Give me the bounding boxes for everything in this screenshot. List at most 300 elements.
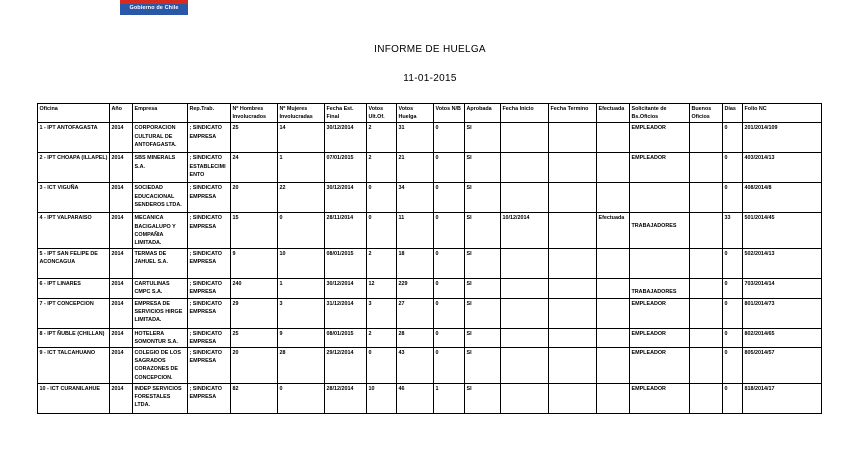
cell-efectuada bbox=[597, 279, 630, 298]
cell-text-folio-nc: 818/2014/17 bbox=[744, 385, 775, 392]
table-row bbox=[38, 249, 822, 279]
cell-text-anio: 2014 bbox=[111, 185, 124, 192]
cell-rep-trab bbox=[188, 153, 231, 183]
cell-text-dias: 0 bbox=[724, 251, 728, 258]
cell-fecha-inicio bbox=[501, 249, 549, 279]
cell-fecha-termino bbox=[549, 298, 597, 328]
cell-text-anio: 2014 bbox=[111, 300, 124, 307]
cell-text-oficina: 7 - IPT CONCEPCION bbox=[39, 300, 94, 307]
cell-efectuada bbox=[597, 153, 630, 183]
cell-text-votos-ult-of: 2 bbox=[368, 125, 372, 132]
cell-votos-huelga bbox=[397, 153, 434, 183]
cell-text-hombres: 24 bbox=[232, 155, 239, 162]
cell-folio-nc bbox=[743, 249, 822, 279]
report-title: INFORME DE HUELGA bbox=[374, 44, 486, 55]
cell-efectuada bbox=[597, 249, 630, 279]
cell-aprobada bbox=[465, 348, 501, 384]
cell-votos-nb bbox=[434, 183, 465, 213]
cell-text-folio-nc: 403/2014/13 bbox=[744, 155, 775, 162]
cell-text-dias: 0 bbox=[724, 330, 728, 337]
cell-text-rep-trab: ; SINDICATO EMPRESA bbox=[189, 281, 222, 296]
cell-aprobada bbox=[465, 328, 501, 347]
cell-text-empresa: SOCIEDAD EDUCACIONAL SENDEROS LTDA. bbox=[134, 185, 182, 208]
cell-hombres bbox=[231, 213, 278, 249]
cell-text-fecha-est-final: 30/12/2014 bbox=[326, 185, 354, 192]
cell-buenos-oficios bbox=[690, 213, 723, 249]
cell-mujeres bbox=[278, 153, 325, 183]
column-header-votos-nb: Votos N/B bbox=[434, 104, 465, 123]
cell-text-folio-nc: 703/2014/14 bbox=[744, 281, 775, 288]
cell-text-hombres: 20 bbox=[232, 350, 239, 357]
cell-aprobada bbox=[465, 153, 501, 183]
cell-fecha-termino bbox=[549, 183, 597, 213]
cell-text-rep-trab: ; SINDICATO EMPRESA bbox=[189, 300, 222, 315]
cell-text-oficina: 1 - IPT ANTOFAGASTA bbox=[39, 125, 98, 132]
cell-text-solicitante: EMPLEADOR bbox=[631, 330, 666, 337]
cell-text-hombres: 82 bbox=[232, 385, 239, 392]
cell-votos-nb bbox=[434, 123, 465, 153]
cell-text-folio-nc: 501/2014/45 bbox=[744, 215, 775, 222]
table-row bbox=[38, 328, 822, 347]
cell-anio bbox=[110, 213, 133, 249]
cell-oficina bbox=[38, 298, 110, 328]
cell-fecha-termino bbox=[549, 213, 597, 249]
cell-anio bbox=[110, 183, 133, 213]
cell-mujeres bbox=[278, 279, 325, 298]
cell-text-folio-nc: 502/2014/13 bbox=[744, 251, 775, 258]
logo-text: Gobierno de Chile bbox=[129, 5, 179, 11]
column-header-fecha-inicio: Fecha Inicio bbox=[501, 104, 549, 123]
cell-rep-trab bbox=[188, 383, 231, 413]
cell-votos-huelga bbox=[397, 348, 434, 384]
cell-text-anio: 2014 bbox=[111, 385, 124, 392]
cell-text-hombres: 20 bbox=[232, 185, 239, 192]
cell-oficina bbox=[38, 183, 110, 213]
cell-mujeres bbox=[278, 249, 325, 279]
cell-text-dias: 0 bbox=[724, 300, 728, 307]
cell-text-fecha-est-final: 30/12/2014 bbox=[326, 281, 354, 288]
cell-text-anio: 2014 bbox=[111, 251, 124, 258]
cell-fecha-termino bbox=[549, 383, 597, 413]
cell-rep-trab bbox=[188, 213, 231, 249]
column-header-hombres: Nº Hombres Involucrados bbox=[231, 104, 278, 123]
cell-mujeres bbox=[278, 298, 325, 328]
cell-text-fecha-est-final: 31/12/2014 bbox=[326, 300, 354, 307]
cell-mujeres bbox=[278, 328, 325, 347]
cell-aprobada bbox=[465, 383, 501, 413]
table-row bbox=[38, 383, 822, 413]
cell-buenos-oficios bbox=[690, 183, 723, 213]
cell-hombres bbox=[231, 348, 278, 384]
cell-dias bbox=[723, 183, 743, 213]
cell-text-hombres: 9 bbox=[232, 251, 236, 258]
cell-text-votos-huelga: 11 bbox=[398, 215, 405, 222]
table-row bbox=[38, 123, 822, 153]
cell-solicitante bbox=[630, 348, 690, 384]
cell-efectuada bbox=[597, 348, 630, 384]
cell-empresa bbox=[133, 383, 188, 413]
cell-fecha-est-final bbox=[325, 123, 367, 153]
cell-buenos-oficios bbox=[690, 298, 723, 328]
cell-text-mujeres: 1 bbox=[279, 281, 283, 288]
cell-mujeres bbox=[278, 348, 325, 384]
column-header-mujeres: Nº Mujeres Involucradas bbox=[278, 104, 325, 123]
cell-votos-nb bbox=[434, 348, 465, 384]
column-header-votos-huelga: Votos Huelga bbox=[397, 104, 434, 123]
cell-oficina bbox=[38, 383, 110, 413]
cell-text-dias: 0 bbox=[724, 155, 728, 162]
cell-hombres bbox=[231, 298, 278, 328]
cell-votos-nb bbox=[434, 328, 465, 347]
report-date: 11-01-2015 bbox=[403, 73, 457, 84]
cell-mujeres bbox=[278, 123, 325, 153]
cell-hombres bbox=[231, 123, 278, 153]
cell-text-solicitante: TRABAJADORES bbox=[631, 223, 677, 230]
cell-efectuada bbox=[597, 383, 630, 413]
logo-red-stripe bbox=[120, 0, 188, 4]
cell-text-dias: 0 bbox=[724, 350, 728, 357]
cell-folio-nc bbox=[743, 123, 822, 153]
cell-text-fecha-inicio: 10/12/2014 bbox=[502, 215, 530, 222]
cell-buenos-oficios bbox=[690, 348, 723, 384]
column-header-rep-trab: Rep.Trab. bbox=[188, 104, 231, 123]
cell-text-fecha-est-final: 28/12/2014 bbox=[326, 385, 354, 392]
cell-buenos-oficios bbox=[690, 123, 723, 153]
cell-text-mujeres: 0 bbox=[279, 385, 283, 392]
cell-buenos-oficios bbox=[690, 383, 723, 413]
cell-text-solicitante: EMPLEADOR bbox=[631, 155, 666, 162]
cell-solicitante bbox=[630, 279, 690, 298]
column-header-dias: Días bbox=[723, 104, 743, 123]
cell-text-votos-ult-of: 0 bbox=[368, 215, 372, 222]
cell-fecha-termino bbox=[549, 123, 597, 153]
cell-text-hombres: 240 bbox=[232, 281, 242, 288]
cell-efectuada bbox=[597, 298, 630, 328]
cell-fecha-inicio bbox=[501, 153, 549, 183]
cell-text-dias: 0 bbox=[724, 185, 728, 192]
cell-text-anio: 2014 bbox=[111, 155, 124, 162]
cell-anio bbox=[110, 348, 133, 384]
cell-folio-nc bbox=[743, 328, 822, 347]
cell-text-empresa: COLEGIO DE LOS SAGRADOS CORAZONES DE CONCEPCION. bbox=[134, 350, 181, 381]
cell-oficina bbox=[38, 123, 110, 153]
cell-oficina bbox=[38, 249, 110, 279]
cell-hombres bbox=[231, 328, 278, 347]
cell-text-votos-nb: 0 bbox=[435, 125, 439, 132]
cell-text-votos-ult-of: 0 bbox=[368, 185, 372, 192]
cell-votos-huelga bbox=[397, 213, 434, 249]
cell-text-hombres: 25 bbox=[232, 330, 239, 337]
cell-text-mujeres: 0 bbox=[279, 215, 283, 222]
column-header-solicitante: Solicitante de Bs.Oficios bbox=[630, 104, 690, 123]
cell-text-votos-huelga: 27 bbox=[398, 300, 405, 307]
cell-text-oficina: 2 - IPT CHOAPA (ILLAPEL) bbox=[39, 155, 108, 162]
cell-fecha-termino bbox=[549, 328, 597, 347]
cell-text-hombres: 29 bbox=[232, 300, 239, 307]
cell-text-empresa: HOTELERA SOMONTUR S.A. bbox=[134, 330, 178, 345]
cell-anio bbox=[110, 383, 133, 413]
column-header-aprobada: Aprobada bbox=[465, 104, 501, 123]
cell-text-anio: 2014 bbox=[111, 330, 124, 337]
cell-text-rep-trab: ; SINDICATO EMPRESA bbox=[189, 251, 222, 266]
gobierno-logo bbox=[120, 0, 188, 15]
cell-rep-trab bbox=[188, 123, 231, 153]
column-header-oficina: Oficina bbox=[38, 104, 110, 123]
cell-text-votos-nb: 0 bbox=[435, 155, 439, 162]
cell-text-mujeres: 14 bbox=[279, 125, 286, 132]
cell-votos-huelga bbox=[397, 279, 434, 298]
cell-text-votos-nb: 0 bbox=[435, 330, 439, 337]
cell-text-votos-huelga: 46 bbox=[398, 385, 405, 392]
cell-text-mujeres: 1 bbox=[279, 155, 283, 162]
cell-text-folio-nc: 802/2014/65 bbox=[744, 330, 775, 337]
cell-folio-nc bbox=[743, 153, 822, 183]
cell-text-votos-ult-of: 12 bbox=[368, 281, 375, 288]
cell-empresa bbox=[133, 183, 188, 213]
cell-text-aprobada: SI bbox=[466, 330, 472, 337]
table-row bbox=[38, 279, 822, 298]
cell-text-hombres: 15 bbox=[232, 215, 239, 222]
cell-votos-nb bbox=[434, 383, 465, 413]
cell-anio bbox=[110, 249, 133, 279]
column-header-votos-ult-of: Votos Ult.Of. bbox=[367, 104, 397, 123]
cell-aprobada bbox=[465, 279, 501, 298]
cell-text-fecha-est-final: 08/01/2015 bbox=[326, 251, 354, 258]
cell-fecha-est-final bbox=[325, 298, 367, 328]
column-header-fecha-termino: Fecha Termino bbox=[549, 104, 597, 123]
cell-oficina bbox=[38, 328, 110, 347]
cell-dias bbox=[723, 279, 743, 298]
cell-votos-ult-of bbox=[367, 348, 397, 384]
cell-votos-nb bbox=[434, 279, 465, 298]
cell-efectuada bbox=[597, 123, 630, 153]
cell-votos-nb bbox=[434, 298, 465, 328]
cell-text-votos-huelga: 34 bbox=[398, 185, 405, 192]
cell-aprobada bbox=[465, 183, 501, 213]
cell-solicitante bbox=[630, 213, 690, 249]
table-row bbox=[38, 348, 822, 384]
cell-solicitante bbox=[630, 153, 690, 183]
cell-text-aprobada: SI bbox=[466, 215, 472, 222]
cell-anio bbox=[110, 279, 133, 298]
cell-text-oficina: 10 - ICT CURANILAHUE bbox=[39, 385, 100, 392]
cell-text-aprobada: SI bbox=[466, 185, 472, 192]
cell-text-votos-nb: 0 bbox=[435, 350, 439, 357]
cell-text-empresa: MECANICA BACIGALUPO Y COMPAÑIA LIMITADA. bbox=[134, 215, 176, 247]
strike-report-table bbox=[37, 103, 822, 414]
cell-fecha-est-final bbox=[325, 153, 367, 183]
cell-text-aprobada: SI bbox=[466, 281, 472, 288]
cell-mujeres bbox=[278, 383, 325, 413]
cell-fecha-inicio bbox=[501, 213, 549, 249]
cell-text-votos-ult-of: 3 bbox=[368, 300, 372, 307]
cell-text-rep-trab: ; SINDICATO EMPRESA bbox=[189, 385, 222, 401]
cell-text-mujeres: 3 bbox=[279, 300, 283, 307]
cell-text-anio: 2014 bbox=[111, 215, 124, 222]
cell-fecha-termino bbox=[549, 249, 597, 279]
cell-fecha-est-final bbox=[325, 348, 367, 384]
cell-solicitante bbox=[630, 328, 690, 347]
cell-folio-nc bbox=[743, 348, 822, 384]
cell-text-hombres: 25 bbox=[232, 125, 239, 132]
cell-text-rep-trab: ; SINDICATO EMPRESA bbox=[189, 330, 222, 345]
cell-votos-huelga bbox=[397, 249, 434, 279]
cell-text-oficina: 6 - IPT LINARES bbox=[39, 281, 81, 288]
cell-buenos-oficios bbox=[690, 328, 723, 347]
cell-rep-trab bbox=[188, 328, 231, 347]
cell-dias bbox=[723, 153, 743, 183]
cell-text-rep-trab: ; SINDICATO ESTABLECIMIENTO bbox=[189, 155, 226, 178]
cell-fecha-inicio bbox=[501, 328, 549, 347]
cell-folio-nc bbox=[743, 383, 822, 413]
cell-text-votos-ult-of: 0 bbox=[368, 350, 372, 357]
cell-mujeres bbox=[278, 183, 325, 213]
cell-empresa bbox=[133, 213, 188, 249]
cell-text-fecha-est-final: 29/12/2014 bbox=[326, 350, 354, 357]
cell-text-anio: 2014 bbox=[111, 350, 124, 357]
cell-text-oficina: 5 - IPT SAN FELIPE DE ACONCAGUA bbox=[39, 251, 98, 266]
cell-dias bbox=[723, 383, 743, 413]
cell-solicitante bbox=[630, 123, 690, 153]
cell-folio-nc bbox=[743, 298, 822, 328]
column-header-anio: Año bbox=[110, 104, 133, 123]
cell-text-votos-ult-of: 2 bbox=[368, 330, 372, 337]
cell-hombres bbox=[231, 153, 278, 183]
cell-aprobada bbox=[465, 298, 501, 328]
cell-oficina bbox=[38, 348, 110, 384]
cell-solicitante bbox=[630, 183, 690, 213]
cell-solicitante bbox=[630, 298, 690, 328]
table-row bbox=[38, 153, 822, 183]
cell-dias bbox=[723, 348, 743, 384]
cell-empresa bbox=[133, 328, 188, 347]
cell-text-mujeres: 28 bbox=[279, 350, 286, 357]
cell-fecha-inicio bbox=[501, 183, 549, 213]
cell-aprobada bbox=[465, 213, 501, 249]
cell-votos-ult-of bbox=[367, 153, 397, 183]
cell-text-folio-nc: 408/2014/8 bbox=[744, 185, 772, 192]
cell-hombres bbox=[231, 183, 278, 213]
cell-fecha-termino bbox=[549, 153, 597, 183]
cell-text-mujeres: 9 bbox=[279, 330, 283, 337]
cell-text-empresa: CARTULINAS CMPC S.A. bbox=[134, 281, 170, 296]
cell-text-votos-huelga: 28 bbox=[398, 330, 405, 337]
cell-fecha-est-final bbox=[325, 383, 367, 413]
cell-text-solicitante: TRABAJADORES bbox=[631, 289, 677, 296]
table-row bbox=[38, 298, 822, 328]
cell-text-rep-trab: ; SINDICATO EMPRESA bbox=[189, 350, 222, 365]
cell-fecha-est-final bbox=[325, 249, 367, 279]
cell-anio bbox=[110, 153, 133, 183]
cell-text-oficina: 3 - ICT VIGUÑA bbox=[39, 185, 79, 192]
cell-empresa bbox=[133, 249, 188, 279]
cell-buenos-oficios bbox=[690, 279, 723, 298]
cell-votos-huelga bbox=[397, 383, 434, 413]
cell-oficina bbox=[38, 213, 110, 249]
cell-text-empresa: CORPORACION CULTURAL DE ANTOFAGASTA. bbox=[134, 125, 177, 148]
cell-text-folio-nc: 201/2014/109 bbox=[744, 125, 778, 132]
cell-text-empresa: EMPRESA DE SERVICIOS HIRGE LIMITADA. bbox=[134, 300, 183, 324]
cell-text-folio-nc: 805/2014/57 bbox=[744, 350, 775, 357]
cell-aprobada bbox=[465, 123, 501, 153]
cell-dias bbox=[723, 123, 743, 153]
cell-votos-nb bbox=[434, 153, 465, 183]
cell-text-oficina: 4 - IPT VALPARAISO bbox=[39, 215, 92, 222]
cell-text-anio: 2014 bbox=[111, 125, 124, 132]
cell-dias bbox=[723, 298, 743, 328]
cell-votos-ult-of bbox=[367, 298, 397, 328]
cell-text-anio: 2014 bbox=[111, 281, 124, 288]
cell-dias bbox=[723, 249, 743, 279]
cell-folio-nc bbox=[743, 183, 822, 213]
cell-anio bbox=[110, 298, 133, 328]
cell-text-fecha-est-final: 30/12/2014 bbox=[326, 125, 354, 132]
cell-solicitante bbox=[630, 383, 690, 413]
cell-fecha-termino bbox=[549, 348, 597, 384]
cell-text-aprobada: SI bbox=[466, 350, 472, 357]
cell-text-rep-trab: ; SINDICATO EMPRESA bbox=[189, 125, 222, 140]
cell-text-mujeres: 22 bbox=[279, 185, 286, 192]
cell-votos-huelga bbox=[397, 328, 434, 347]
cell-rep-trab bbox=[188, 183, 231, 213]
cell-text-votos-huelga: 18 bbox=[398, 251, 405, 258]
cell-hombres bbox=[231, 249, 278, 279]
cell-fecha-est-final bbox=[325, 328, 367, 347]
cell-text-fecha-est-final: 28/11/2014 bbox=[326, 215, 354, 222]
cell-fecha-inicio bbox=[501, 279, 549, 298]
cell-text-fecha-est-final: 08/01/2015 bbox=[326, 330, 354, 337]
cell-votos-ult-of bbox=[367, 123, 397, 153]
cell-text-oficina: 9 - ICT TALCAHUANO bbox=[39, 350, 96, 357]
column-header-efectuada: Efectuada bbox=[597, 104, 630, 123]
cell-fecha-inicio bbox=[501, 123, 549, 153]
cell-votos-ult-of bbox=[367, 249, 397, 279]
cell-hombres bbox=[231, 383, 278, 413]
cell-empresa bbox=[133, 123, 188, 153]
cell-text-solicitante: EMPLEADOR bbox=[631, 300, 666, 307]
cell-text-votos-nb: 0 bbox=[435, 300, 439, 307]
cell-text-votos-ult-of: 2 bbox=[368, 251, 372, 258]
cell-votos-huelga bbox=[397, 123, 434, 153]
cell-hombres bbox=[231, 279, 278, 298]
cell-text-votos-nb: 0 bbox=[435, 215, 439, 222]
cell-text-empresa: SBS MINERALS S.A. bbox=[134, 155, 176, 170]
cell-fecha-est-final bbox=[325, 183, 367, 213]
cell-text-aprobada: SI bbox=[466, 385, 472, 392]
cell-text-rep-trab: ; SINDICATO EMPRESA bbox=[189, 215, 222, 230]
cell-fecha-inicio bbox=[501, 298, 549, 328]
table-row bbox=[38, 213, 822, 249]
cell-text-votos-nb: 0 bbox=[435, 251, 439, 258]
cell-rep-trab bbox=[188, 298, 231, 328]
cell-mujeres bbox=[278, 213, 325, 249]
cell-empresa bbox=[133, 153, 188, 183]
cell-rep-trab bbox=[188, 279, 231, 298]
cell-text-dias: 33 bbox=[724, 215, 731, 222]
cell-votos-nb bbox=[434, 213, 465, 249]
cell-text-mujeres: 10 bbox=[279, 251, 286, 258]
cell-buenos-oficios bbox=[690, 153, 723, 183]
cell-text-votos-huelga: 229 bbox=[398, 281, 408, 288]
cell-text-aprobada: SI bbox=[466, 251, 472, 258]
cell-text-oficina: 8 - IPT ÑUBLE (CHILLAN) bbox=[39, 330, 105, 337]
cell-text-votos-nb: 0 bbox=[435, 281, 439, 288]
cell-text-votos-huelga: 31 bbox=[398, 125, 405, 132]
cell-text-votos-ult-of: 10 bbox=[368, 385, 375, 392]
cell-fecha-est-final bbox=[325, 213, 367, 249]
cell-efectuada bbox=[597, 328, 630, 347]
cell-text-solicitante: EMPLEADOR bbox=[631, 385, 666, 392]
